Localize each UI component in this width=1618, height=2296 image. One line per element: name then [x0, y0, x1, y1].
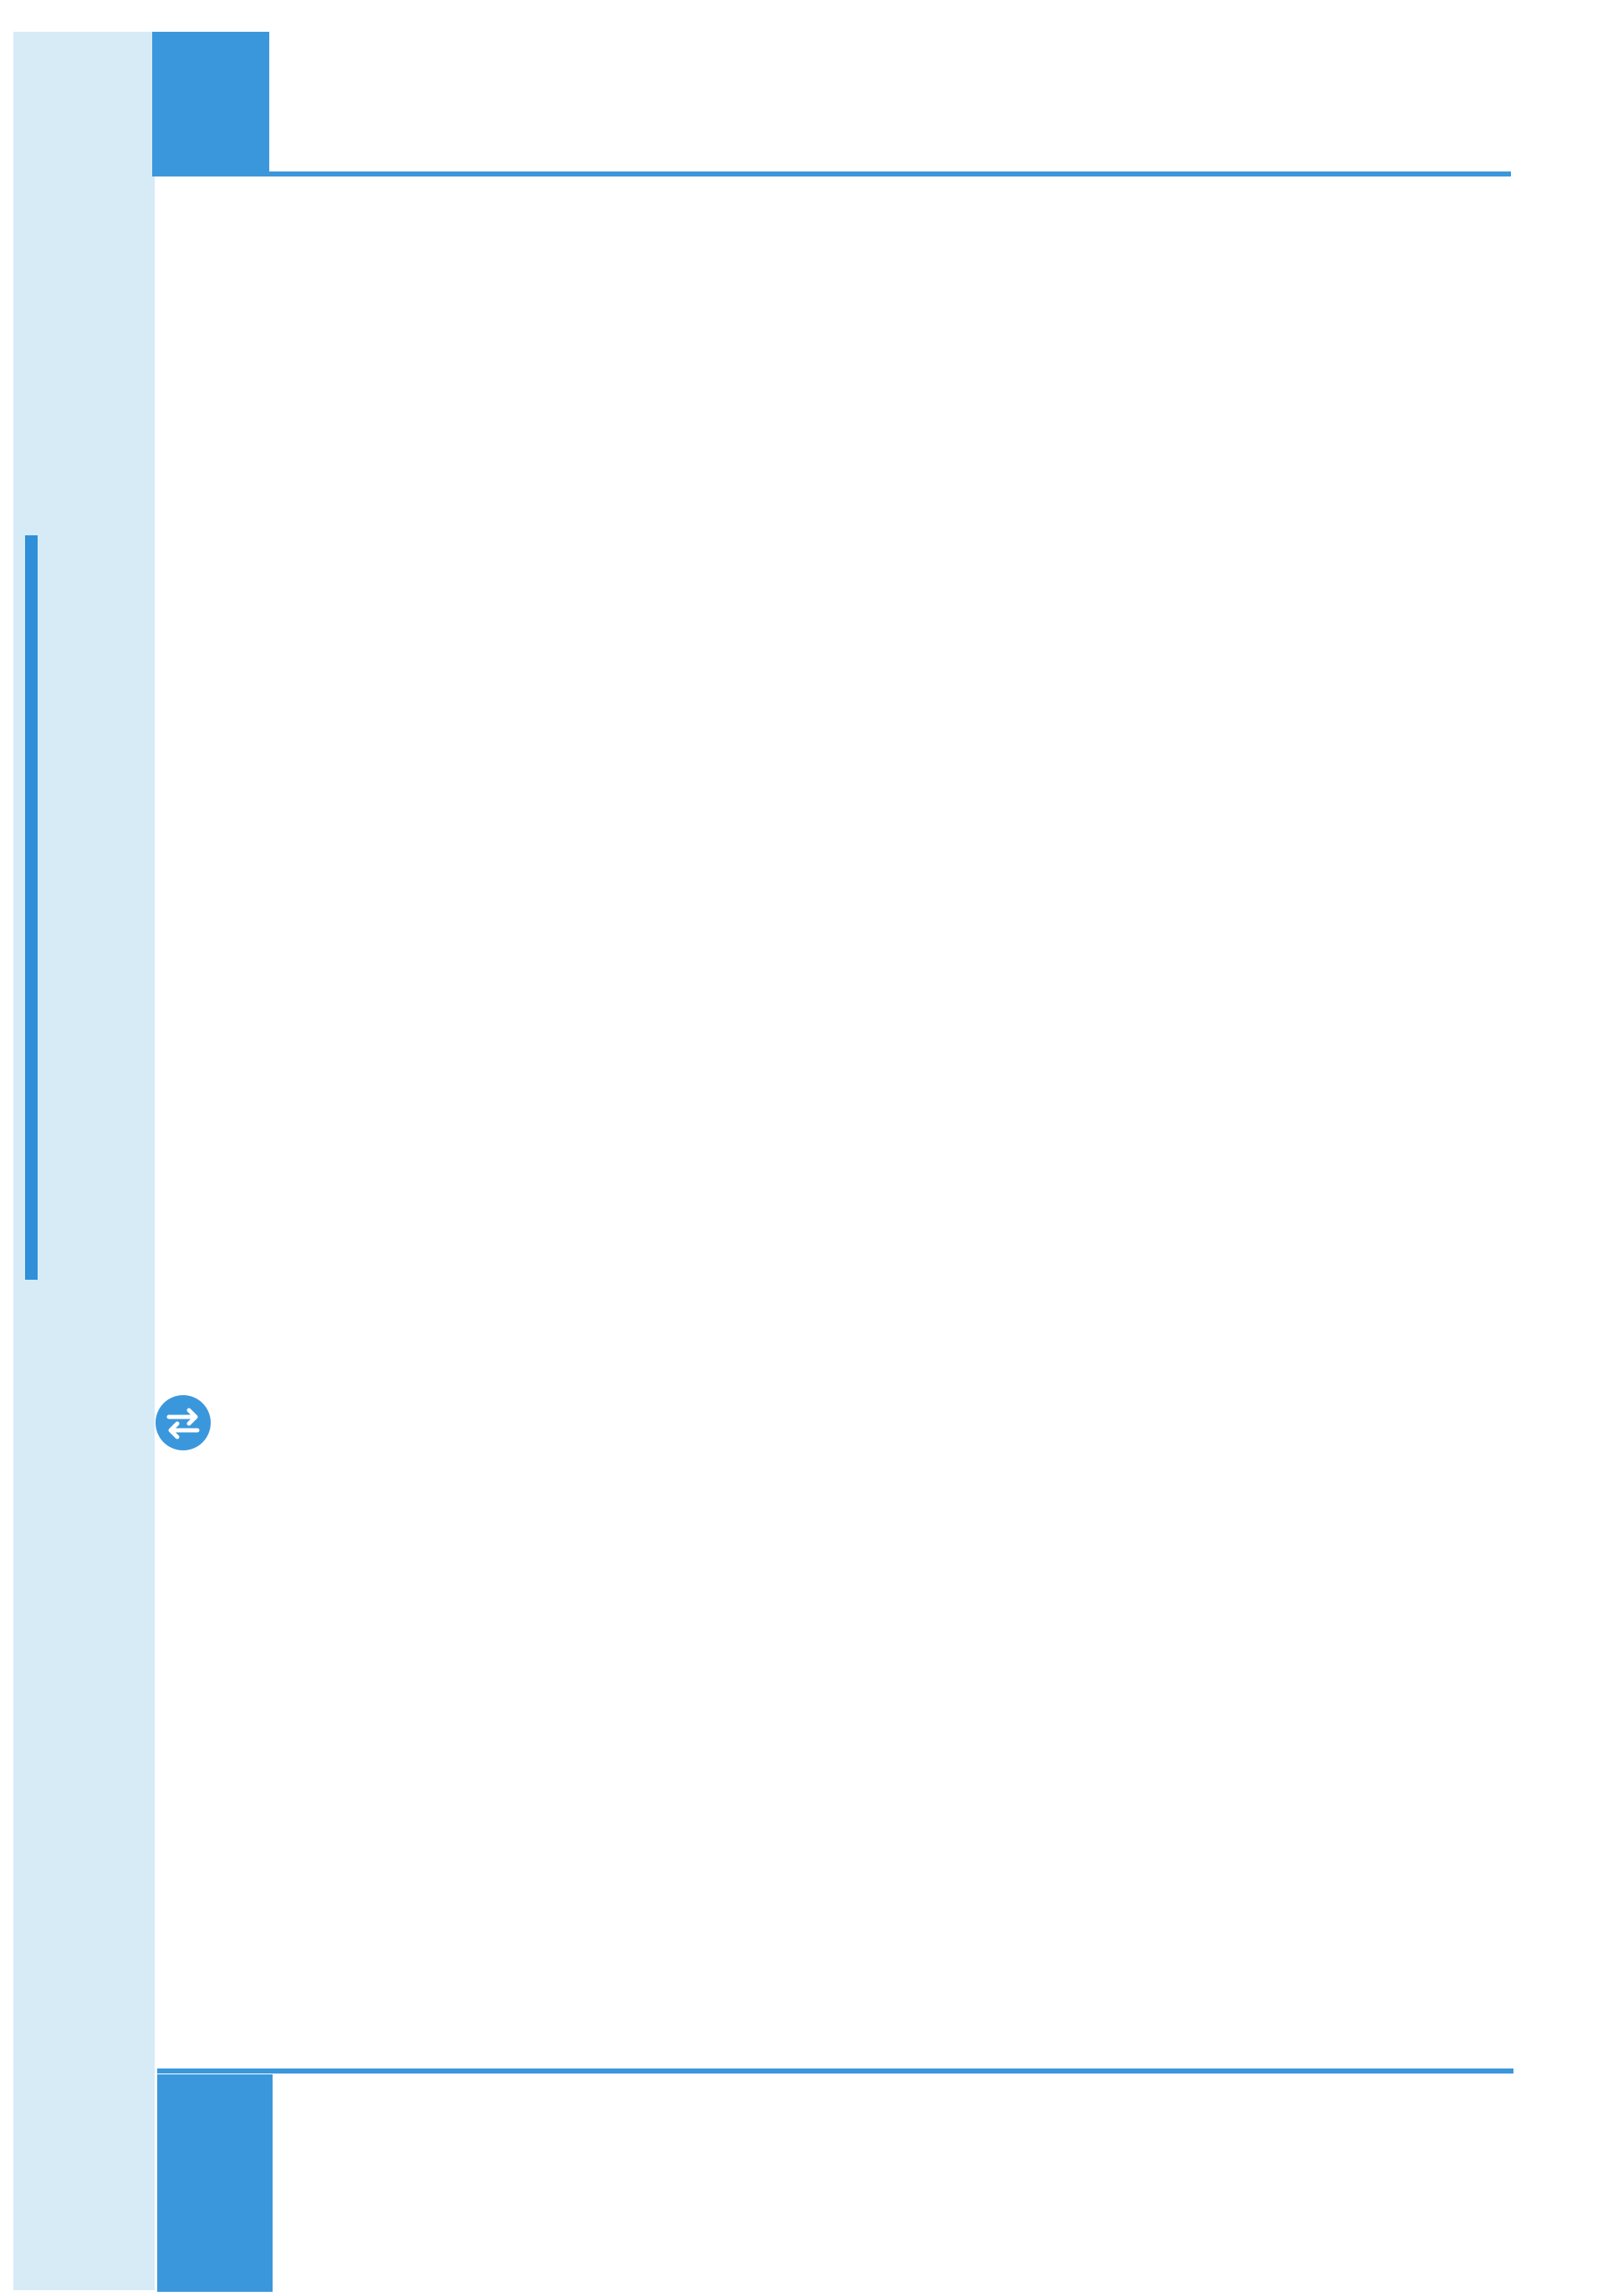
- sidebar-accent-bar: [25, 535, 38, 1280]
- task-7: [276, 621, 1512, 664]
- chapter-box: [152, 32, 269, 174]
- swap-arrows-icon-glyph: [156, 1395, 211, 1450]
- task10-figure-a: [273, 1666, 887, 2017]
- swap-arrows-icon: [156, 1395, 211, 1450]
- task8-grid-a: [273, 947, 636, 1353]
- footer-rule: [157, 2068, 1513, 2074]
- task-6: [276, 219, 1512, 263]
- task-10: [276, 1532, 1512, 1576]
- task8-grid-v: [1072, 947, 1478, 1353]
- robot-row-grid-2: [930, 462, 1448, 600]
- page-number-box: [157, 2074, 273, 2292]
- task-9: [276, 1382, 1512, 1425]
- task8-grid-b: [672, 947, 1036, 1353]
- header-rule: [152, 171, 1511, 176]
- task-8: [276, 771, 1512, 815]
- task10-figure-b: [930, 1666, 1515, 2017]
- robot-row-grid-1: [336, 462, 855, 600]
